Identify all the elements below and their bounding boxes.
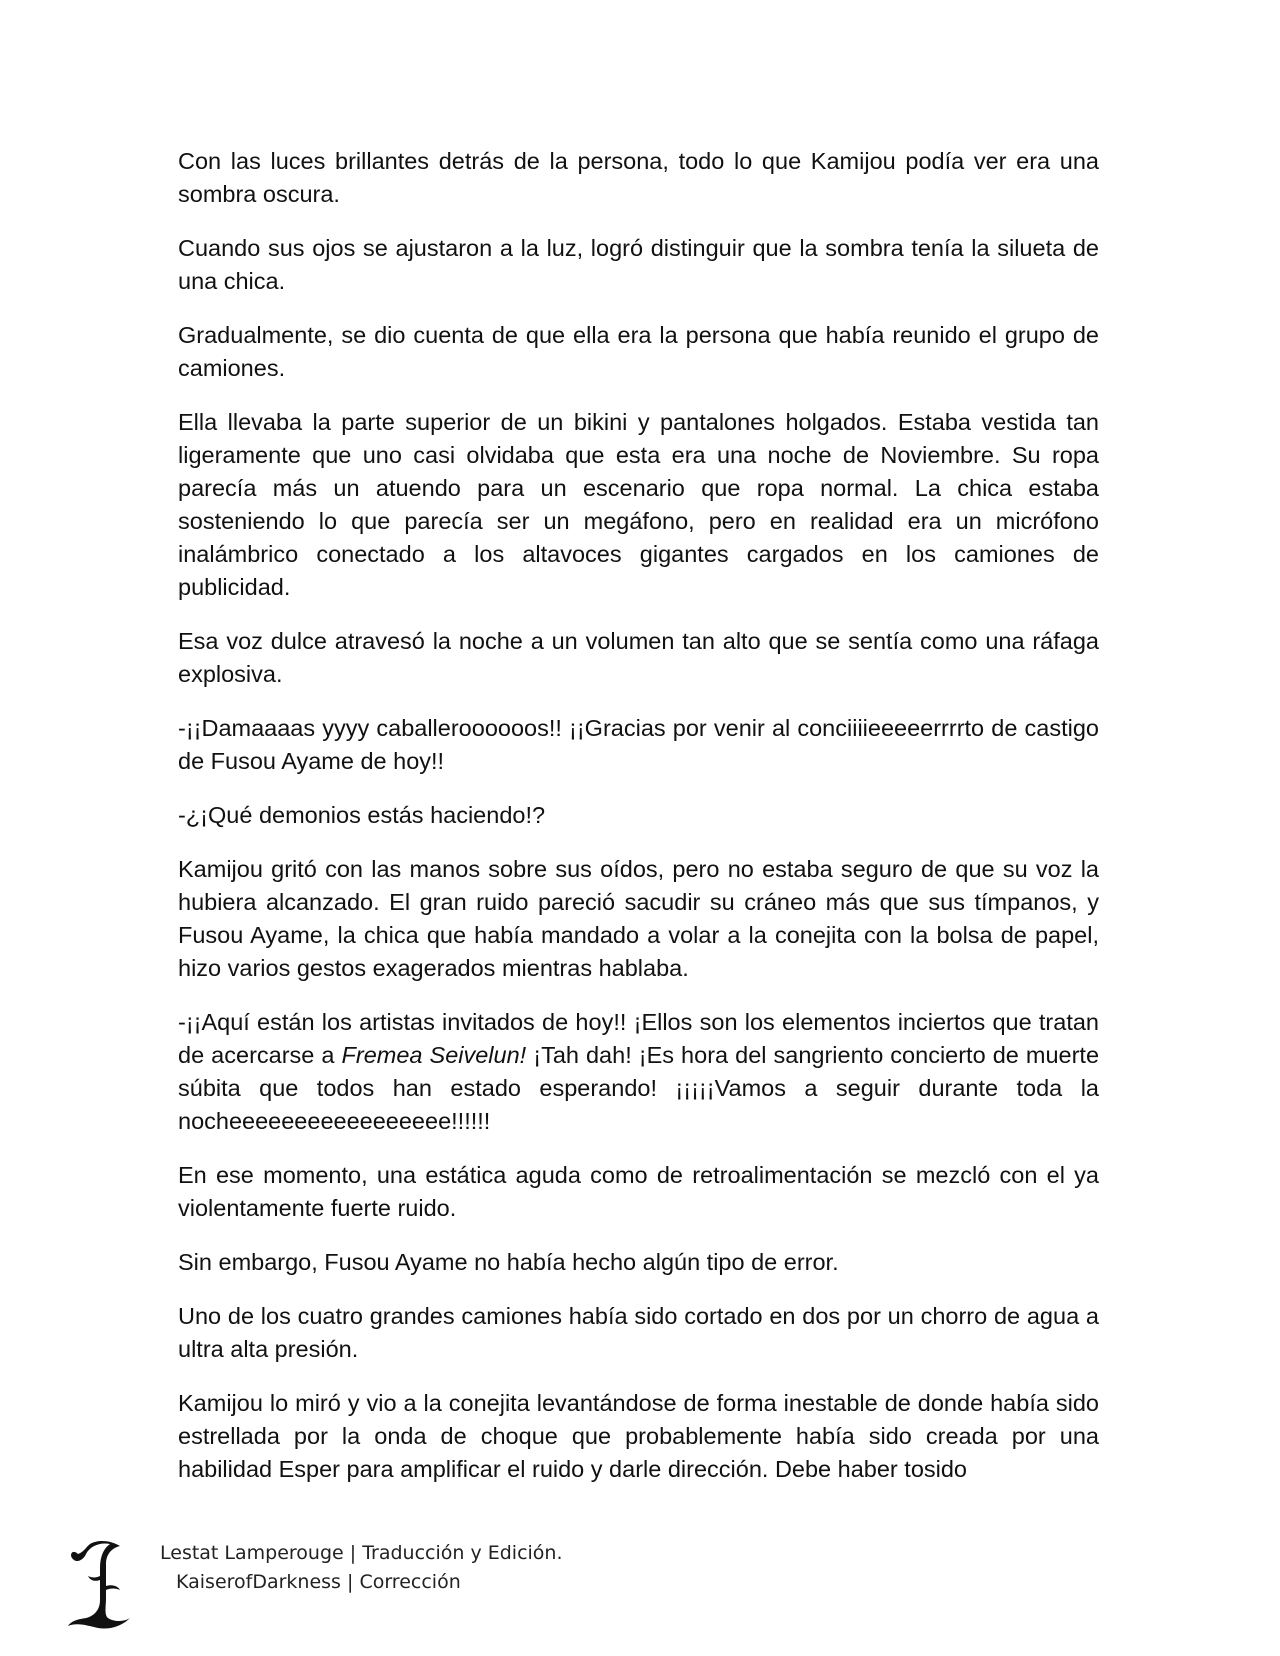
dialogue-text: ¡Tah dah! ¡Es hora del sangriento concierto de muerte súbita que todos han estado esperando! ¡¡¡¡¡Vamos a seguir durante toda la nocheeeeeeeeeeeeeeeee!!!!!!: [178, 1042, 1100, 1134]
body-text: [178, 145, 1099, 1507]
paragraph: En ese momento, una estática aguda como de retroalimentación se mezcló con el ya violentamente fuerte ruido.: [178, 1162, 1099, 1221]
proofreader-credit: KaiserofDarkness | Corrección: [176, 1571, 461, 1593]
paragraph: Con las luces brillantes detrás de la persona, todo lo que Kamijou podía ver era una sombra oscura.: [178, 148, 1099, 207]
paragraph: Uno de los cuatro grandes camiones había sido cortado en dos por un chorro de agua a ultra alta presión.: [178, 1303, 1099, 1362]
translator-credit: Lestat Lamperouge | Traducción y Edición.: [160, 1542, 563, 1564]
dialogue-paragraph: -¡¡Damaaaas yyyy caballeroooooos!! ¡¡Gracias por venir al conciiiieeeeerrrrto de castigo de Fusou Ayame de hoy!!: [178, 715, 1099, 774]
gothic-l-logo: [64, 1540, 134, 1632]
dialogue-text: -¡¡Aquí están los artistas invitados de hoy!! ¡Ellos son los elementos inciertos que tratan de acercarse a: [178, 1009, 1099, 1068]
page-footer: [0, 1530, 1280, 1640]
dialogue-paragraph: -¿¡Qué demonios estás haciendo!?: [178, 802, 546, 828]
paragraph: Ella llevaba la parte superior de un bikini y pantalones holgados. Estaba vestida tan ligeramente que uno casi olvidaba que esta era una noche de Noviembre. Su ropa parecía más un atuendo para un escenario que ropa normal. La chica estaba sosteniendo lo que parecía ser un megáfono, pero en realidad era un micrófono inalámbrico conectado a los altavoces gigantes cargados en los camiones de publicidad.: [178, 409, 1099, 600]
paragraph: Sin embargo, Fusou Ayame no había hecho algún tipo de error.: [178, 1249, 839, 1275]
paragraph: Kamijou lo miró y vio a la conejita levantándose de forma inestable de donde había sido estrellada por la onda de choque que probablemente había sido creada por una habilidad Esper para amplificar el ruido y darle dirección. Debe haber tosido: [178, 1390, 1099, 1482]
italic-name: Fremea Seivelun!: [341, 1042, 527, 1068]
paragraph: Gradualmente, se dio cuenta de que ella era la persona que había reunido el grupo de camiones.: [178, 322, 1099, 381]
paragraph: Esa voz dulce atravesó la noche a un volumen tan alto que se sentía como una ráfaga explosiva.: [178, 628, 1099, 687]
dialogue-paragraph: [178, 1006, 1099, 1138]
paragraph: Cuando sus ojos se ajustaron a la luz, logró distinguir que la sombra tenía la silueta de una chica.: [178, 235, 1099, 294]
paragraph: Kamijou gritó con las manos sobre sus oídos, pero no estaba seguro de que su voz la hubiera alcanzado. El gran ruido pareció sacudir su cráneo más que sus tímpanos, y Fusou Ayame, la chica que había mandado a volar a la conejita con la bolsa de papel, hizo varios gestos exagerados mientras hablaba.: [178, 856, 1099, 981]
